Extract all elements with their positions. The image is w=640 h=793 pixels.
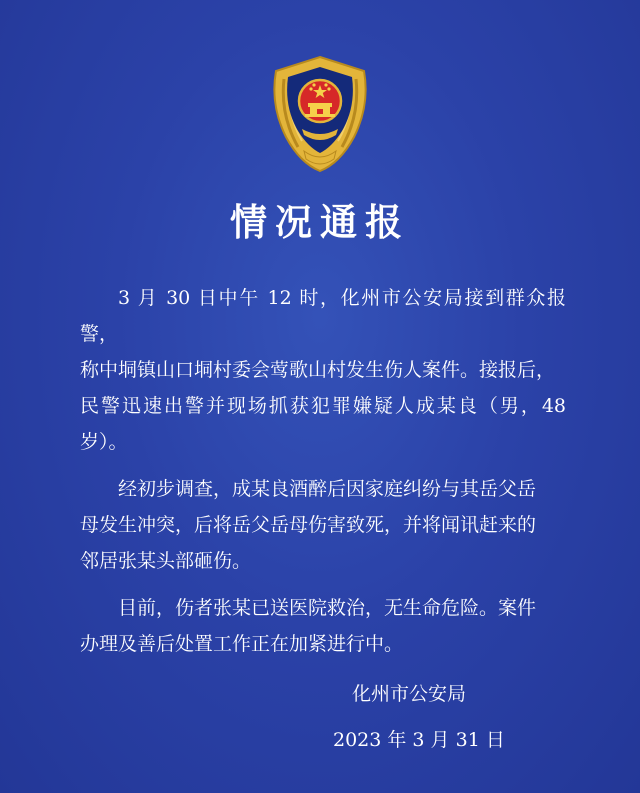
- signature-organization: 化州市公安局: [352, 683, 467, 705]
- paragraph: 经初步调查，成某良酒醉后因家庭纠纷与其岳父岳 母发生冲突，后将岳父岳母伤害致死，并将闻讯赶来的 邻居张某头部砸伤。: [80, 478, 537, 572]
- police-emblem-icon: [268, 55, 372, 173]
- page-title: 情况通报: [230, 201, 410, 244]
- paragraph: 3 月 30 日中午 12 时，化州市公安局接到群众报警， 称中垌镇山口垌村委会莺歌山村发生伤人案件。接报后， 民警迅速出警并现场抓获犯罪嫌疑人成某良（男，48 岁）。: [80, 287, 566, 453]
- paragraph: 目前，伤者张某已送医院救治，无生命危险。案件 办理及善后处置工作正在加紧进行中。: [80, 597, 537, 655]
- report-body: [80, 280, 566, 673]
- signature-date: 2023 年 3 月 31 日: [333, 729, 505, 751]
